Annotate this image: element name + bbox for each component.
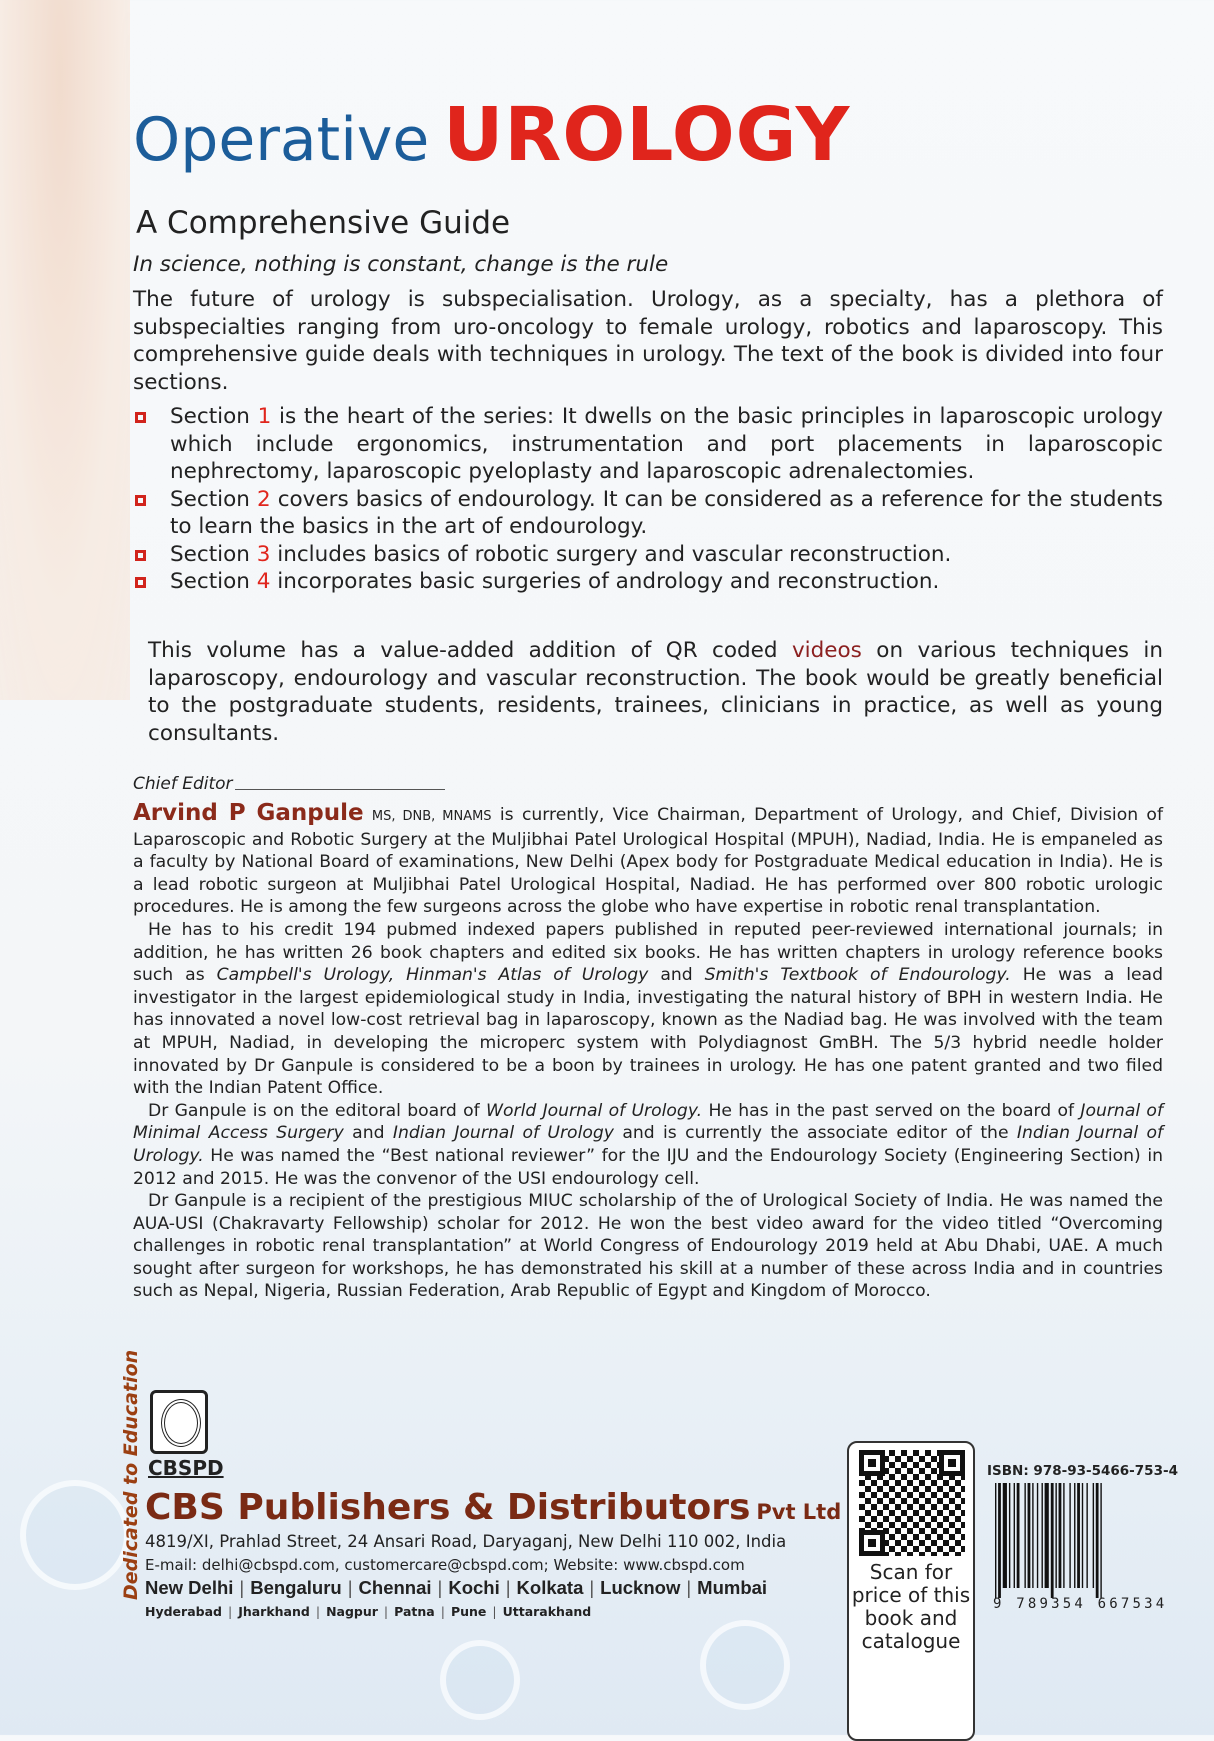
qr-code[interactable] [859, 1450, 965, 1556]
separator: | [383, 1604, 389, 1619]
city-name: Nagpur [326, 1604, 378, 1619]
section-list [133, 403, 1163, 596]
separator: | [239, 1577, 245, 1598]
videos-link: videos [791, 638, 862, 663]
barcode-bar [1074, 1483, 1075, 1588]
qr-caption: Scan for price of this book and catalogue [851, 1560, 971, 1653]
title-urology: UROLOGY [443, 92, 851, 178]
publisher-name: CBS Publishers & Distributors Pvt Ltd [145, 1487, 842, 1528]
barcode-bar [1063, 1483, 1064, 1588]
barcode-bar [998, 1483, 1001, 1598]
barcode [995, 1483, 1140, 1598]
logo-text: CBSPD [148, 1456, 224, 1480]
editor-bio: Arvind P Ganpule MS, DNB, MNAMS is currently, Vice Chairman, Department of Urology, and Chief, Division of Laparoscopic and Robotic Surgery at the Muljibhai Patel Urological Hospital (MPUH), Nadiad, India. He is empaneled as a faculty by National Board of examinations, New Delhi (Apex body for Postgraduate Medical education in India). He is a lead robotic surgeon at Muljibhai Patel Urological Hospital, Nadiad. He has performed over 800 robotic urologic procedures. He is among the few surgeons across the globe who have expertise in robotic renal transplantation. He has to his credit 194 pubmed indexed papers published in reputed peer-reviewed international journals; in addition, he has written 26 book chapters and edited six books. He has written chapters in urology reference books such as Campbell's Urology, Hinman's Atlas of Urology and Smith's Textbook of Endourology. He was a lead investigator in the largest epidemiological study in India, investigating the natural history of BPH in western India. He has innovated a novel low-cost retrieval bag in laparoscopy, known as the Nadiad bag. He was involved with the team at MPUH, Nadiad, in developing the microperc system with Polydiagnost GmBH. The 5/3 hybrid needle holder innovated by Dr Ganpule is considered to be a boon by trainees in urology. He has one patent granted and two filed with the Indian Patent Office. Dr Ganpule is on the editoral board of World Journal of Urology. He has in the past served on the board of Journal of Minimal Access Surgery and Indian Journal of Urology and is currently the associate editor of the Indian Journal of Urology. He was named the “Best national reviewer” for the IJU and the Endourology Society (Engineering Section) in 2012 and 2015. He was the convenor of the USI endourology cell. Dr Ganpule is a recipient of the prestigious MIUC scholarship of the of Urological Society of India. He was named the AUA-USI (Chakravarty Fellowship) scholar for 2012. He won the best video award for the video titled “Overcoming challenges in robotic renal transplantation” at World Congress of Endourology 2019 held at Abu Dhabi, UAE. A much sought after surgeon for workshops, he has demonstrated his skill at a number of these across India and in countries such as Nepal, Nigeria, Russian Federation, Arab Republic of Egypt and Kingdom of Morocco. [133, 800, 1164, 1302]
separator: | [686, 1577, 692, 1598]
section-item: Section 3 includes basics of robotic surgery and vascular reconstruction. [133, 541, 1163, 569]
city-name: Patna [394, 1604, 435, 1619]
chief-editor-label: Chief Editor [133, 774, 445, 794]
title-operative: Operative [133, 105, 430, 175]
bullet-icon [135, 495, 146, 506]
bullet-icon [135, 550, 146, 561]
tagline: In science, nothing is constant, change is the rule [133, 252, 669, 277]
barcode-bar [995, 1483, 996, 1598]
separator: | [227, 1604, 233, 1619]
barcode-bar [1093, 1483, 1094, 1588]
barcode-bar [1003, 1483, 1007, 1588]
publisher-tagline: Dedicated to Education [120, 1349, 142, 1600]
barcode-bar [1032, 1483, 1033, 1588]
barcode-bar [1042, 1483, 1043, 1588]
divider [235, 789, 445, 790]
anatomy-illustration [0, 0, 130, 700]
barcode-bar [1037, 1483, 1038, 1588]
barcode-bar [1055, 1483, 1056, 1588]
bubble-decoration [700, 1620, 790, 1710]
city-list [145, 1577, 767, 1599]
separator: | [440, 1604, 445, 1619]
cbspd-logo [150, 1390, 208, 1454]
barcode-bar [1069, 1483, 1070, 1588]
separator: | [437, 1577, 443, 1598]
city-name: Kolkata [516, 1577, 584, 1598]
separator: | [505, 1577, 511, 1598]
publisher-address: 4819/XI, Prahlad Street, 24 Ansari Road, Daryaganj, New Delhi 110 002, India [145, 1532, 787, 1551]
section-item: Section 2 covers basics of endourology. It can be considered as a reference for the students to learn the basics in the art of endourology. [133, 486, 1163, 541]
barcode-bar [1024, 1483, 1025, 1588]
bubble-decoration [440, 1640, 520, 1720]
city-name: Mumbai [697, 1577, 768, 1598]
city-name: Lucknow [600, 1577, 681, 1598]
qr-box [847, 1441, 975, 1741]
barcode-bar [1017, 1483, 1020, 1588]
isbn-label: ISBN: 978-93-5466-753-4 [987, 1463, 1178, 1479]
city-name: Kochi [448, 1577, 500, 1598]
separator: | [347, 1577, 353, 1598]
section-item: Section 1 is the heart of the series: It dwells on the basic principles in laparoscopic urology which include ergonomics, instrumentation and port placements in laparoscopic nephrectomy, laparoscopic pyeloplasty and laparoscopic adrenalectomies. [133, 403, 1163, 486]
city-name: Uttarakhand [502, 1604, 592, 1619]
subtitle: A Comprehensive Guide [136, 205, 511, 241]
book-title [133, 92, 850, 178]
bullet-icon [135, 577, 146, 588]
barcode-digits: 9 789354 667534 [993, 1596, 1168, 1612]
separator: | [492, 1604, 497, 1619]
barcode-bar [1077, 1483, 1080, 1588]
city-name: New Delhi [145, 1577, 234, 1598]
outro-paragraph: This volume has a value-added addition of QR coded videos on various techniques in laparoscopy, endourology and vascular reconstruction. The book would be greatly beneficial to the postgraduate students, residents, trainees, clinicians in practice, as well as young consultants. [148, 638, 1163, 746]
separator: | [315, 1604, 321, 1619]
barcode-bar [1028, 1483, 1031, 1588]
barcode-bar [1082, 1483, 1083, 1588]
barcode-bar [1009, 1483, 1010, 1588]
bullet-icon [135, 412, 146, 423]
barcode-bar [1096, 1483, 1099, 1598]
city-name: Pune [450, 1604, 487, 1619]
barcode-bar [1100, 1483, 1101, 1598]
barcode-bar [1051, 1483, 1054, 1598]
barcode-bar [1045, 1483, 1049, 1588]
publisher-contact: E-mail: delhi@cbspd.com, customercare@cbspd.com; Website: www.cbspd.com [145, 1556, 745, 1574]
city-name: Hyderabad [145, 1604, 222, 1619]
separator: | [589, 1577, 595, 1598]
barcode-bar [1086, 1483, 1087, 1588]
city-list-secondary [145, 1604, 591, 1619]
section-item: Section 4 incorporates basic surgeries of andrology and reconstruction. [133, 568, 1163, 596]
city-name: Jharkhand [238, 1604, 310, 1619]
intro-paragraph: The future of urology is subspecialisation. Urology, as a specialty, has a plethora of subspecialties ranging from uro-oncology to female urology, robotics and laparoscopy. This comprehensive guide deals with techniques in urology. The text of the book is divided into four sections. [133, 287, 1163, 395]
barcode-bar [1014, 1483, 1015, 1588]
city-name: Chennai [358, 1577, 432, 1598]
editor-name: Arvind P Ganpule [133, 800, 364, 826]
barcode-bar [1059, 1483, 1062, 1588]
bubble-decoration [20, 1480, 130, 1590]
city-name: Bengaluru [250, 1577, 342, 1598]
